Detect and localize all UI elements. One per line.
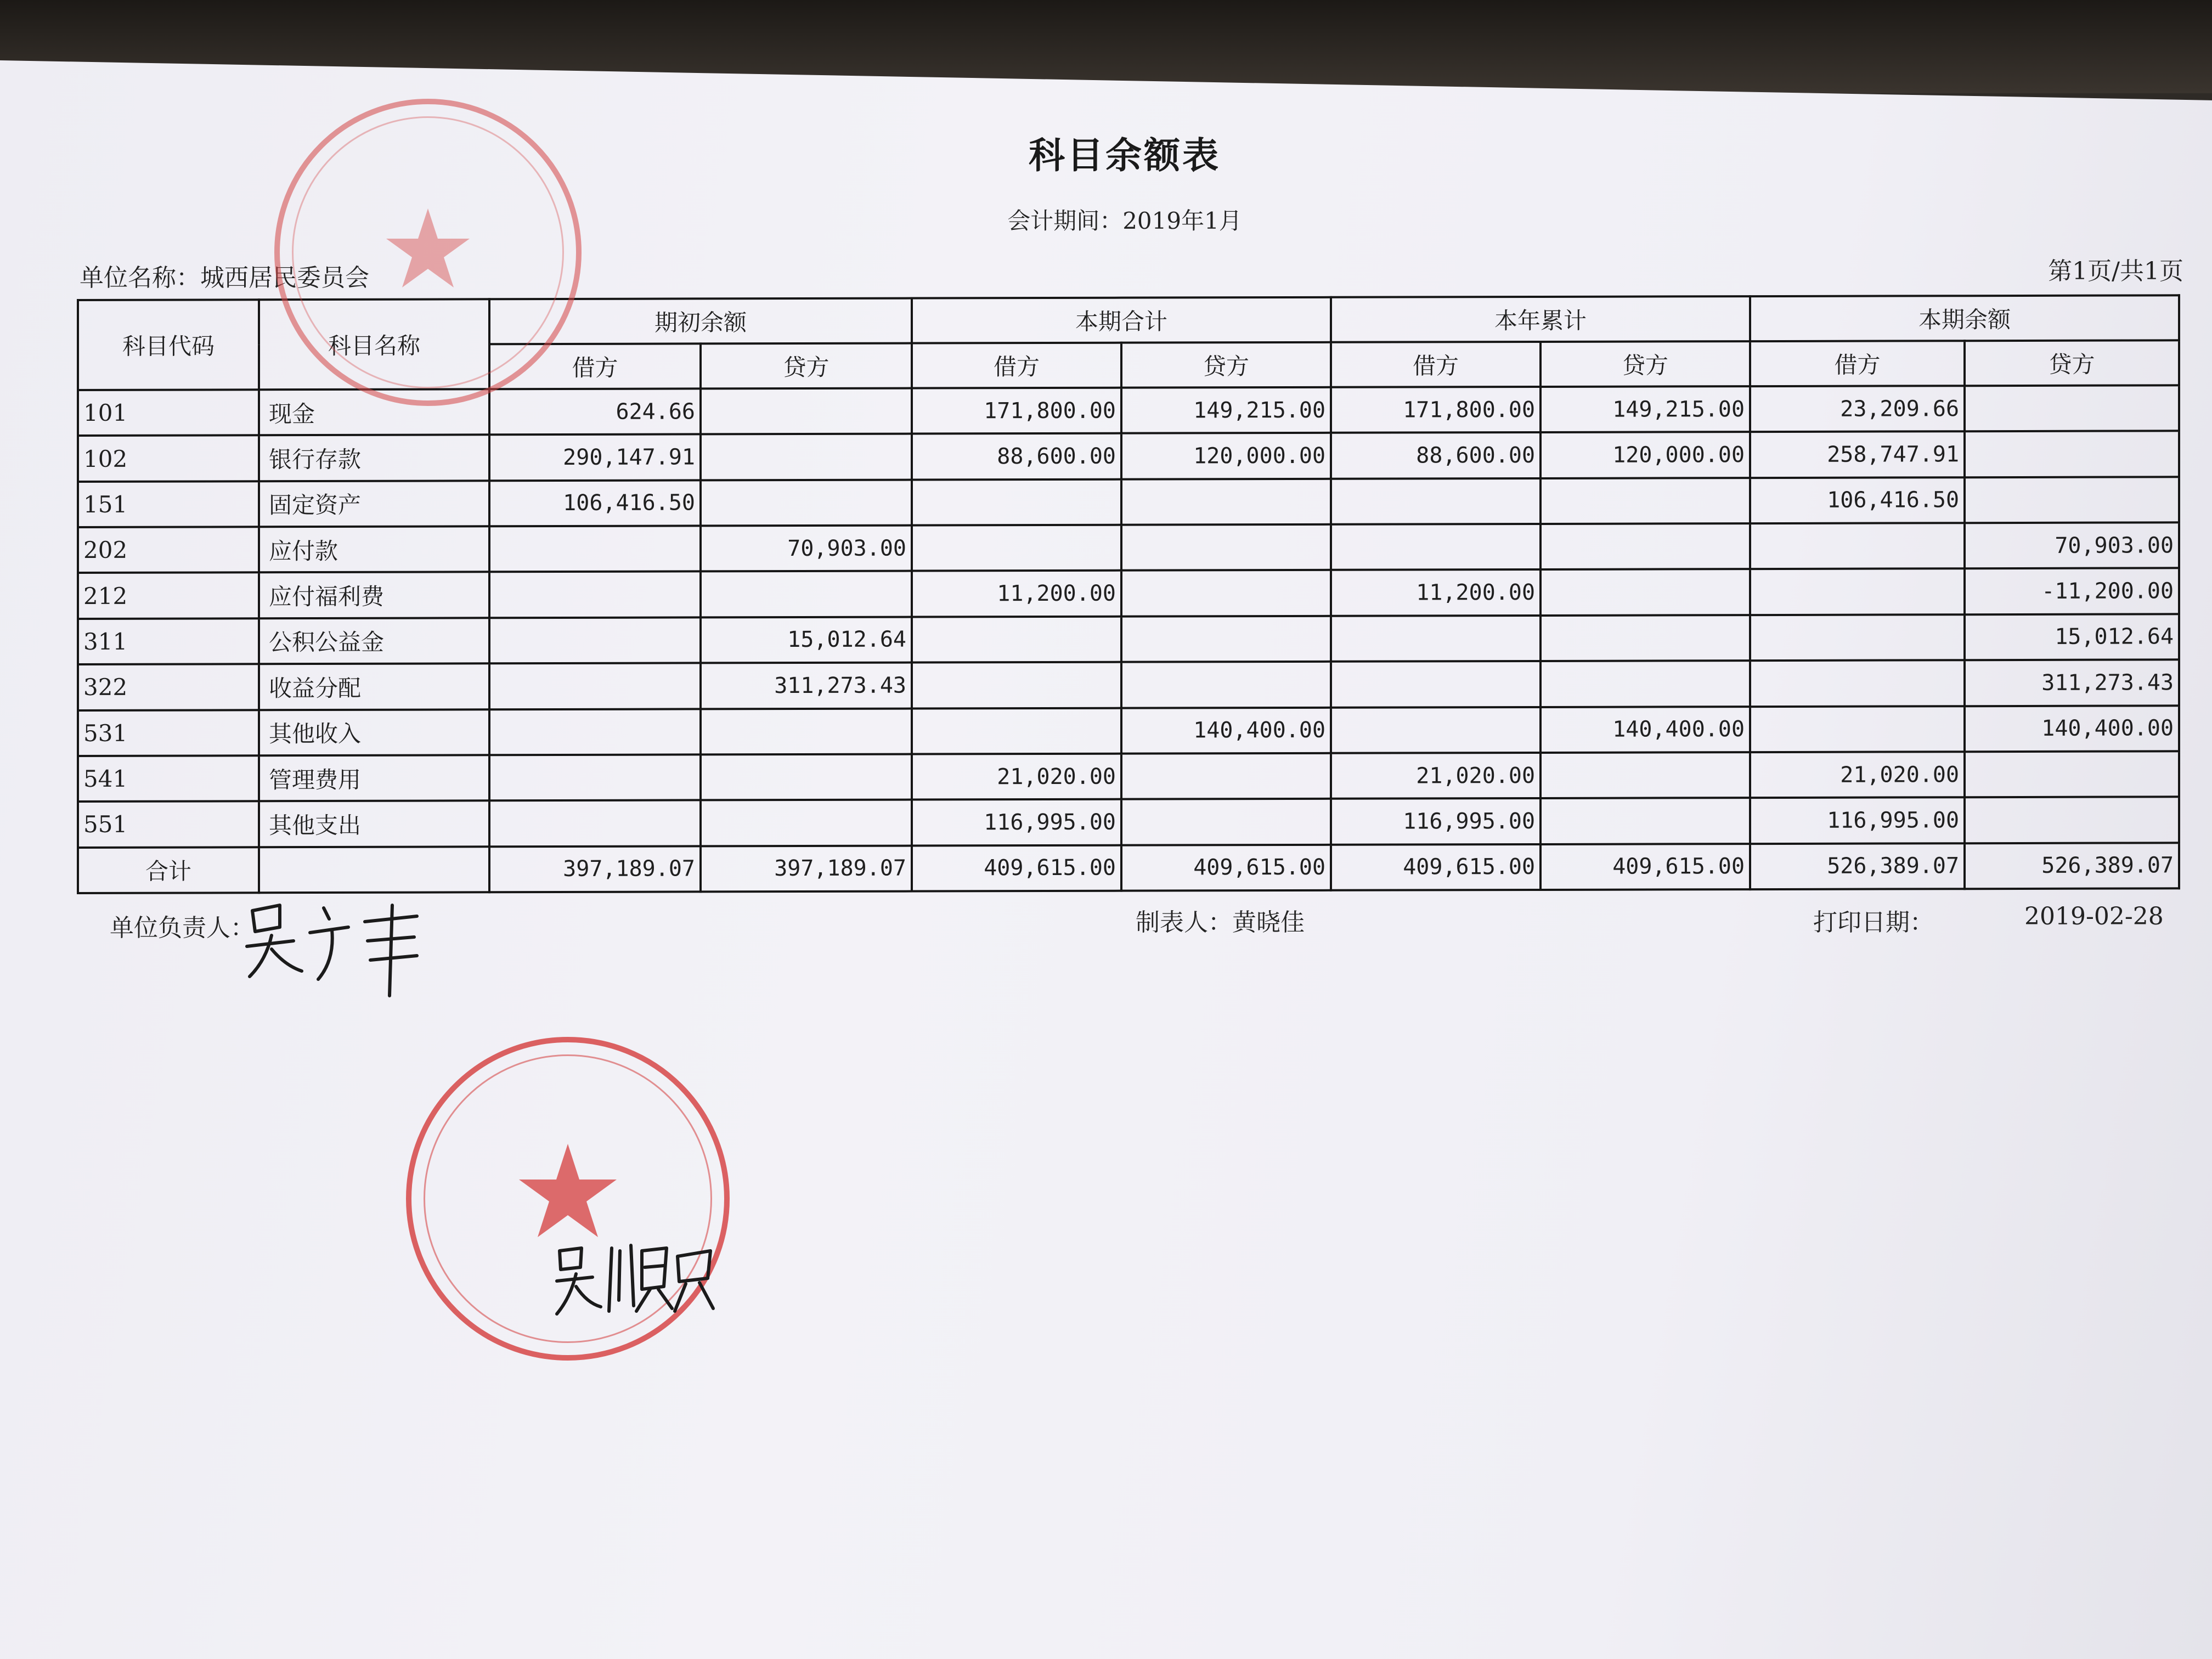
preparer: 制表人：黄晓佳	[1136, 909, 1305, 936]
header-debit: 借方	[1750, 341, 1965, 386]
amount-cell: 88,600.00	[1331, 432, 1541, 478]
account-code: 541	[78, 755, 259, 802]
amount-cell	[701, 434, 912, 480]
amount-cell	[1541, 478, 1750, 524]
account-name: 公积公益金	[259, 618, 489, 664]
amount-cell	[1965, 431, 2179, 477]
header-code: 科目代码	[78, 300, 259, 390]
total-cell: 409,615.00	[912, 845, 1121, 891]
amount-cell	[912, 479, 1121, 525]
table-row	[78, 568, 2179, 619]
amount-cell: 106,416.50	[1750, 477, 1965, 523]
amount-cell	[912, 708, 1121, 754]
header-group-ytd: 本年累计	[1331, 296, 1750, 342]
account-code: 202	[78, 527, 259, 573]
table-row	[78, 751, 2179, 802]
amount-cell	[701, 479, 912, 526]
total-cell: 397,189.07	[489, 846, 701, 892]
amount-cell	[1121, 616, 1331, 662]
account-name: 应付福利费	[259, 572, 489, 618]
amount-cell	[1541, 661, 1750, 707]
amount-cell	[1750, 660, 1965, 706]
amount-cell: 116,995.00	[1750, 797, 1965, 843]
amount-cell	[1965, 797, 2179, 843]
amount-cell	[1750, 706, 1965, 752]
account-code: 151	[78, 481, 259, 527]
account-code: 102	[78, 436, 259, 482]
total-name-blank	[259, 847, 489, 893]
amount-cell	[1965, 385, 2179, 431]
amount-cell: 21,020.00	[912, 754, 1121, 800]
total-cell: 409,615.00	[1121, 844, 1331, 890]
amount-cell: 290,147.91	[489, 435, 701, 481]
table-row	[78, 706, 2179, 756]
amount-cell: 624.66	[489, 388, 701, 435]
total-cell: 409,615.00	[1541, 844, 1750, 890]
account-code: 212	[78, 573, 259, 619]
amount-cell: 149,215.00	[1541, 386, 1750, 432]
print-date-label: 打印日期：	[1813, 909, 1934, 936]
amount-cell	[1541, 569, 1750, 616]
amount-cell: 311,273.43	[701, 663, 912, 709]
amount-cell	[1121, 479, 1331, 525]
header-debit: 借方	[1331, 342, 1541, 387]
header-credit: 贷方	[1541, 341, 1750, 387]
amount-cell	[1750, 614, 1965, 661]
amount-cell: 21,020.00	[1331, 753, 1541, 799]
amount-cell	[1541, 798, 1750, 844]
amount-cell	[1541, 615, 1750, 661]
organization-seal-top	[274, 99, 582, 406]
amount-cell: 116,995.00	[912, 799, 1121, 845]
amount-cell: 171,800.00	[912, 388, 1121, 434]
account-name: 其他支出	[259, 801, 489, 847]
table-row	[78, 477, 2179, 527]
amount-cell	[1331, 707, 1541, 753]
amount-cell: 11,200.00	[1331, 569, 1541, 616]
amount-cell: 23,209.66	[1750, 386, 1965, 432]
header-debit: 借方	[912, 343, 1121, 388]
total-cell: 409,615.00	[1331, 844, 1541, 890]
header-debit: 借方	[489, 343, 701, 389]
table-row	[78, 614, 2179, 664]
amount-cell: 140,400.00	[1121, 707, 1331, 753]
total-row	[78, 843, 2179, 893]
total-cell: 526,389.07	[1750, 843, 1965, 889]
amount-cell: 70,903.00	[701, 526, 912, 572]
amount-cell: 120,000.00	[1541, 432, 1750, 478]
amount-cell	[1331, 524, 1541, 570]
account-code: 551	[78, 801, 259, 847]
amount-cell	[912, 616, 1121, 662]
account-name: 管理费用	[259, 755, 489, 801]
header-credit: 贷方	[701, 343, 912, 389]
print-date: 2019-02-28	[2024, 902, 2164, 930]
account-code: 311	[78, 618, 259, 664]
table-row	[78, 431, 2179, 482]
amount-cell	[1121, 799, 1331, 845]
document-title: 科目余额表	[1029, 134, 1221, 177]
account-name: 现金	[259, 389, 489, 435]
amount-cell	[489, 800, 701, 847]
amount-cell	[1331, 661, 1541, 707]
amount-cell: 120,000.00	[1121, 433, 1331, 479]
amount-cell: 70,903.00	[1965, 522, 2179, 568]
account-name: 银行存款	[259, 435, 489, 481]
amount-cell	[489, 526, 701, 572]
account-name: 其他收入	[259, 709, 489, 755]
amount-cell	[1965, 751, 2179, 797]
amount-cell	[489, 572, 701, 618]
amount-cell	[1331, 478, 1541, 524]
table-row	[78, 797, 2179, 848]
amount-cell: 21,020.00	[1750, 752, 1965, 798]
amount-cell	[1750, 569, 1965, 615]
amount-cell: 140,400.00	[1965, 706, 2179, 752]
amount-cell	[912, 525, 1121, 571]
amount-cell	[1121, 662, 1331, 708]
amount-cell: 116,995.00	[1331, 798, 1541, 844]
amount-cell: 88,600.00	[912, 433, 1121, 479]
amount-cell: 140,400.00	[1541, 707, 1750, 753]
amount-cell: 311,273.43	[1965, 659, 2179, 706]
responsible-signature	[241, 889, 428, 998]
amount-cell	[489, 709, 701, 755]
account-name: 固定资产	[259, 481, 489, 527]
total-label: 合计	[78, 847, 259, 893]
amount-cell: -11,200.00	[1965, 568, 2179, 614]
amount-cell	[701, 388, 912, 435]
total-cell: 397,189.07	[701, 845, 912, 891]
responsible-label: 单位负责人：	[110, 914, 255, 942]
amount-cell	[489, 617, 701, 663]
amount-cell	[912, 662, 1121, 708]
amount-cell	[701, 571, 912, 617]
table-row	[78, 522, 2179, 573]
amount-cell	[1121, 524, 1331, 571]
amount-cell: 106,416.50	[489, 480, 701, 526]
header-name: 科目名称	[259, 299, 489, 390]
amount-cell	[701, 754, 912, 800]
header-credit: 贷方	[1121, 342, 1331, 388]
account-name: 收益分配	[259, 663, 489, 709]
unit-name: 单位名称：城西居民委员会	[80, 264, 369, 292]
amount-cell: 171,800.00	[1331, 387, 1541, 433]
header-group-period: 本期合计	[912, 297, 1331, 343]
amount-cell	[489, 663, 701, 709]
amount-cell	[1750, 523, 1965, 569]
header-credit: 贷方	[1965, 340, 2179, 386]
amount-cell: 15,012.64	[1965, 614, 2179, 660]
amount-cell	[1331, 616, 1541, 662]
total-cell: 526,389.07	[1965, 843, 2179, 889]
amount-cell: 258,747.91	[1750, 432, 1965, 478]
page-indicator: 第1页/共1页	[2048, 257, 2183, 285]
account-code: 531	[78, 710, 259, 756]
amount-cell: 11,200.00	[912, 571, 1121, 617]
account-name: 应付款	[259, 526, 489, 572]
amount-cell	[1121, 570, 1331, 616]
amount-cell	[1965, 477, 2179, 523]
amount-cell	[701, 800, 912, 846]
amount-cell	[701, 708, 912, 754]
amount-cell: 15,012.64	[701, 617, 912, 663]
amount-cell	[1541, 752, 1750, 798]
account-code: 101	[78, 390, 259, 436]
amount-cell	[489, 754, 701, 800]
table-row	[78, 659, 2179, 710]
amount-cell: 149,215.00	[1121, 387, 1331, 433]
account-code: 322	[78, 664, 259, 710]
star-icon	[280, 104, 576, 400]
accounting-period: 会计期间：2019年1月	[1007, 207, 1242, 234]
header-group-closing: 本期余额	[1750, 295, 2179, 341]
seal-signature	[554, 1234, 719, 1322]
header-group-opening: 期初余额	[489, 298, 912, 345]
amount-cell	[1541, 523, 1750, 569]
amount-cell	[1121, 753, 1331, 799]
